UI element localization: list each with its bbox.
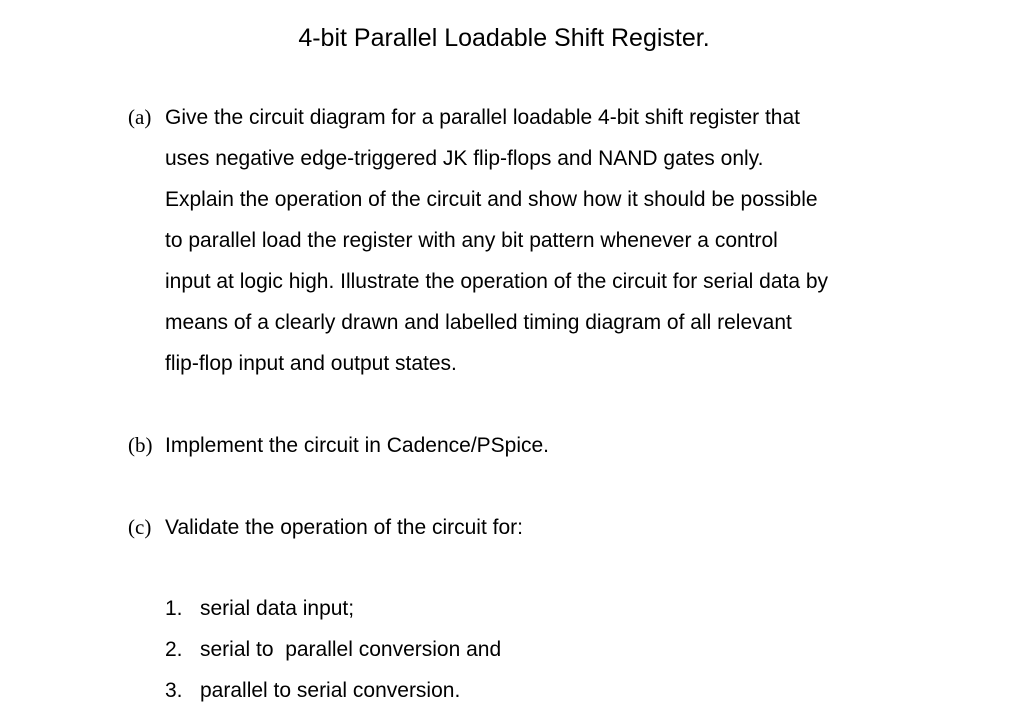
part-a-line-7: flip-flop input and output states. — [165, 352, 457, 375]
list-item-number: 3. — [165, 679, 183, 702]
validation-list — [165, 588, 501, 711]
list-item — [165, 670, 501, 711]
list-item-number: 1. — [165, 597, 183, 620]
list-item-number: 2. — [165, 638, 183, 661]
part-a-line-2: uses negative edge-triggered JK flip-flops and NAND gates only. — [165, 147, 764, 170]
list-item-text: parallel to serial conversion. — [200, 679, 461, 702]
part-a-text — [165, 97, 925, 384]
page-title: 4-bit Parallel Loadable Shift Register. — [298, 24, 710, 52]
list-item — [165, 629, 501, 670]
part-c-line-1: Validate the operation of the circuit for: — [165, 516, 523, 539]
part-b-label: (b) — [128, 433, 153, 457]
list-item-text: serial data input; — [200, 597, 355, 620]
part-c-text — [165, 507, 925, 548]
part-a-line-3: Explain the operation of the circuit and show how it should be possible — [165, 188, 818, 211]
part-a-line-5: input at logic high. Illustrate the operation of the circuit for serial data by — [165, 270, 829, 293]
part-a-line-4: to parallel load the register with any bit pattern whenever a control — [165, 229, 778, 252]
part-a-line-1: Give the circuit diagram for a parallel loadable 4-bit shift register that — [165, 106, 800, 129]
part-b-line-1: Implement the circuit in Cadence/PSpice. — [165, 434, 550, 457]
part-a-line-6: means of a clearly drawn and labelled timing diagram of all relevant — [165, 311, 792, 334]
part-c-label: (c) — [128, 515, 152, 539]
part-a-label: (a) — [128, 105, 152, 129]
list-item — [165, 588, 501, 629]
list-item-text: serial to parallel conversion and — [200, 638, 502, 661]
part-b-text — [165, 425, 925, 466]
